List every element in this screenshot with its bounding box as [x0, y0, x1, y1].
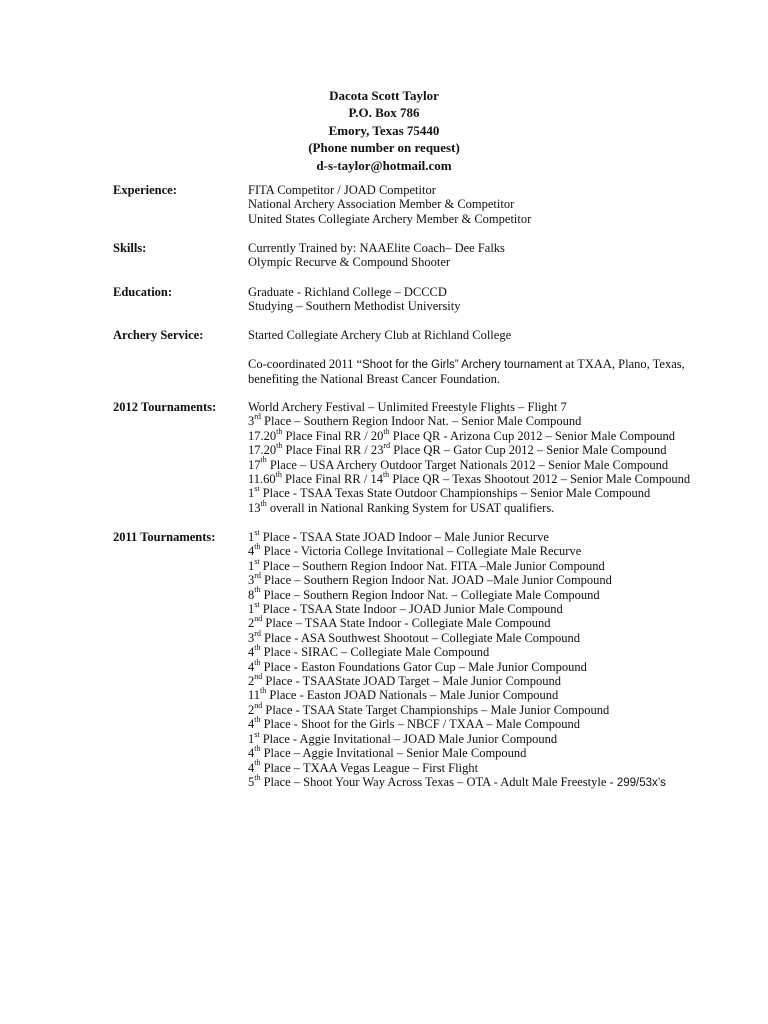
service-line: Started Collegiate Archery Club at Richland College — [248, 328, 512, 342]
service-line: benefiting the National Breast Cancer Foundation. — [248, 372, 501, 387]
applicant-name: Dacota Scott Taylor — [329, 88, 439, 103]
po-box: P.O. Box 786 — [348, 105, 420, 121]
tournament-line: 4th Place - Shoot for the Girls – NBCF / TXAA – Male Compound — [248, 715, 581, 732]
education-label: Education: — [113, 285, 173, 299]
tournament-line: 2nd Place - TSAA State Target Championships – Male Junior Compound — [248, 700, 610, 717]
contact-header — [0, 87, 768, 174]
tournament-line: 3rd Place - ASA Southwest Shootout – Collegiate Male Compound — [248, 628, 581, 645]
tournament-line: 3rd Place – Southern Region Indoor Nat. JOAD –Male Junior Compound — [248, 571, 612, 588]
tournament-line: 1st Place – Southern Region Indoor Nat. FITA –Male Junior Compound — [248, 556, 605, 573]
experience-label: Experience: — [113, 183, 177, 197]
experience-line: United States Collegiate Archery Member & Competitor — [248, 211, 532, 226]
service-line: Co-coordinated 2011 “Shoot for the Girls” Archery tournament at TXAA, Plano, Texas, — [248, 356, 685, 371]
tournament-line: 17.20th Place Final RR / 23rd Place QR – Gator Cup 2012 – Senior Male Compound — [248, 441, 667, 458]
skills-label: Skills: — [113, 241, 147, 255]
tournament-line: 2nd Place - TSAAState JOAD Target – Male Junior Compound — [248, 671, 561, 689]
skills-line: Currently Trained by: NAAElite Coach– Dee Falks — [248, 241, 505, 255]
tournament-line: 2nd Place – TSAA State Indoor - Collegiate Male Compound — [248, 614, 551, 631]
tournament-line: 13th overall in National Ranking System for USAT qualifiers. — [248, 498, 555, 515]
tournament-line: 4th Place - SIRAC – Collegiate Male Compound — [248, 643, 490, 660]
education-line: Studying – Southern Methodist University — [248, 299, 461, 314]
city-state-zip: Emory, Texas 75440 — [328, 122, 440, 138]
tournaments-2011-label: 2011 Tournaments: — [113, 530, 216, 544]
tournament-line: 4th Place - Easton Foundations Gator Cup – Male Junior Compound — [248, 657, 587, 674]
tournament-line: 17.20th Place Final RR / 20th Place QR - Arizona Cup 2012 – Senior Male Compound — [248, 426, 676, 443]
tournament-line: 1st Place - TSAA Texas State Outdoor Championships – Senior Male Compound — [248, 484, 651, 501]
skills-line: Olympic Recurve & Compound Shooter — [248, 255, 451, 270]
tournament-line: 4th Place – Aggie Invitational – Senior Male Compound — [248, 743, 527, 761]
tournament-line: 1st Place - Aggie Invitational – JOAD Male Junior Compound — [248, 729, 558, 746]
tournament-line: 11th Place - Easton JOAD Nationals – Male Junior Compound — [248, 686, 559, 703]
education-line: Graduate - Richland College – DCCCD — [248, 285, 447, 299]
email-address: d-s-taylor@hotmail.com — [316, 157, 452, 173]
tournament-line: 4th Place – TXAA Vegas League – First Flight — [248, 758, 479, 775]
experience-line: FITA Competitor / JOAD Competitor — [248, 183, 436, 197]
tournament-line: 1st Place - TSAA State Indoor – JOAD Junior Male Compound — [248, 599, 563, 617]
phone-note: (Phone number on request) — [308, 140, 460, 156]
tournaments-2012-label: 2012 Tournaments: — [113, 400, 217, 414]
tournament-line: 1st Place - TSAA State JOAD Indoor – Male Junior Recurve — [248, 527, 549, 544]
experience-line: National Archery Association Member & Competitor — [248, 197, 515, 212]
tournament-line: 11.60th Place Final RR / 14th Place QR – Texas Shootout 2012 – Senior Male Compound — [248, 469, 691, 487]
tournament-line: 8th Place – Southern Region Indoor Nat. – Collegiate Male Compound — [248, 585, 600, 602]
archery-service-label: Archery Service: — [113, 328, 204, 342]
tournament-line: 3rd Place – Southern Region Indoor Nat. – Senior Male Compound — [248, 412, 582, 429]
tournament-line: 17th Place – USA Archery Outdoor Target Nationals 2012 – Senior Male Compound — [248, 455, 669, 472]
tournament-line: 5th Place – Shoot Your Way Across Texas – OTA - Adult Male Freestyle - 299/53x’s — [248, 772, 666, 789]
tournament-line: World Archery Festival – Unlimited Freestyle Flights – Flight 7 — [248, 400, 567, 414]
tournament-line: 4th Place - Victoria College Invitational – Collegiate Male Recurve — [248, 542, 582, 559]
